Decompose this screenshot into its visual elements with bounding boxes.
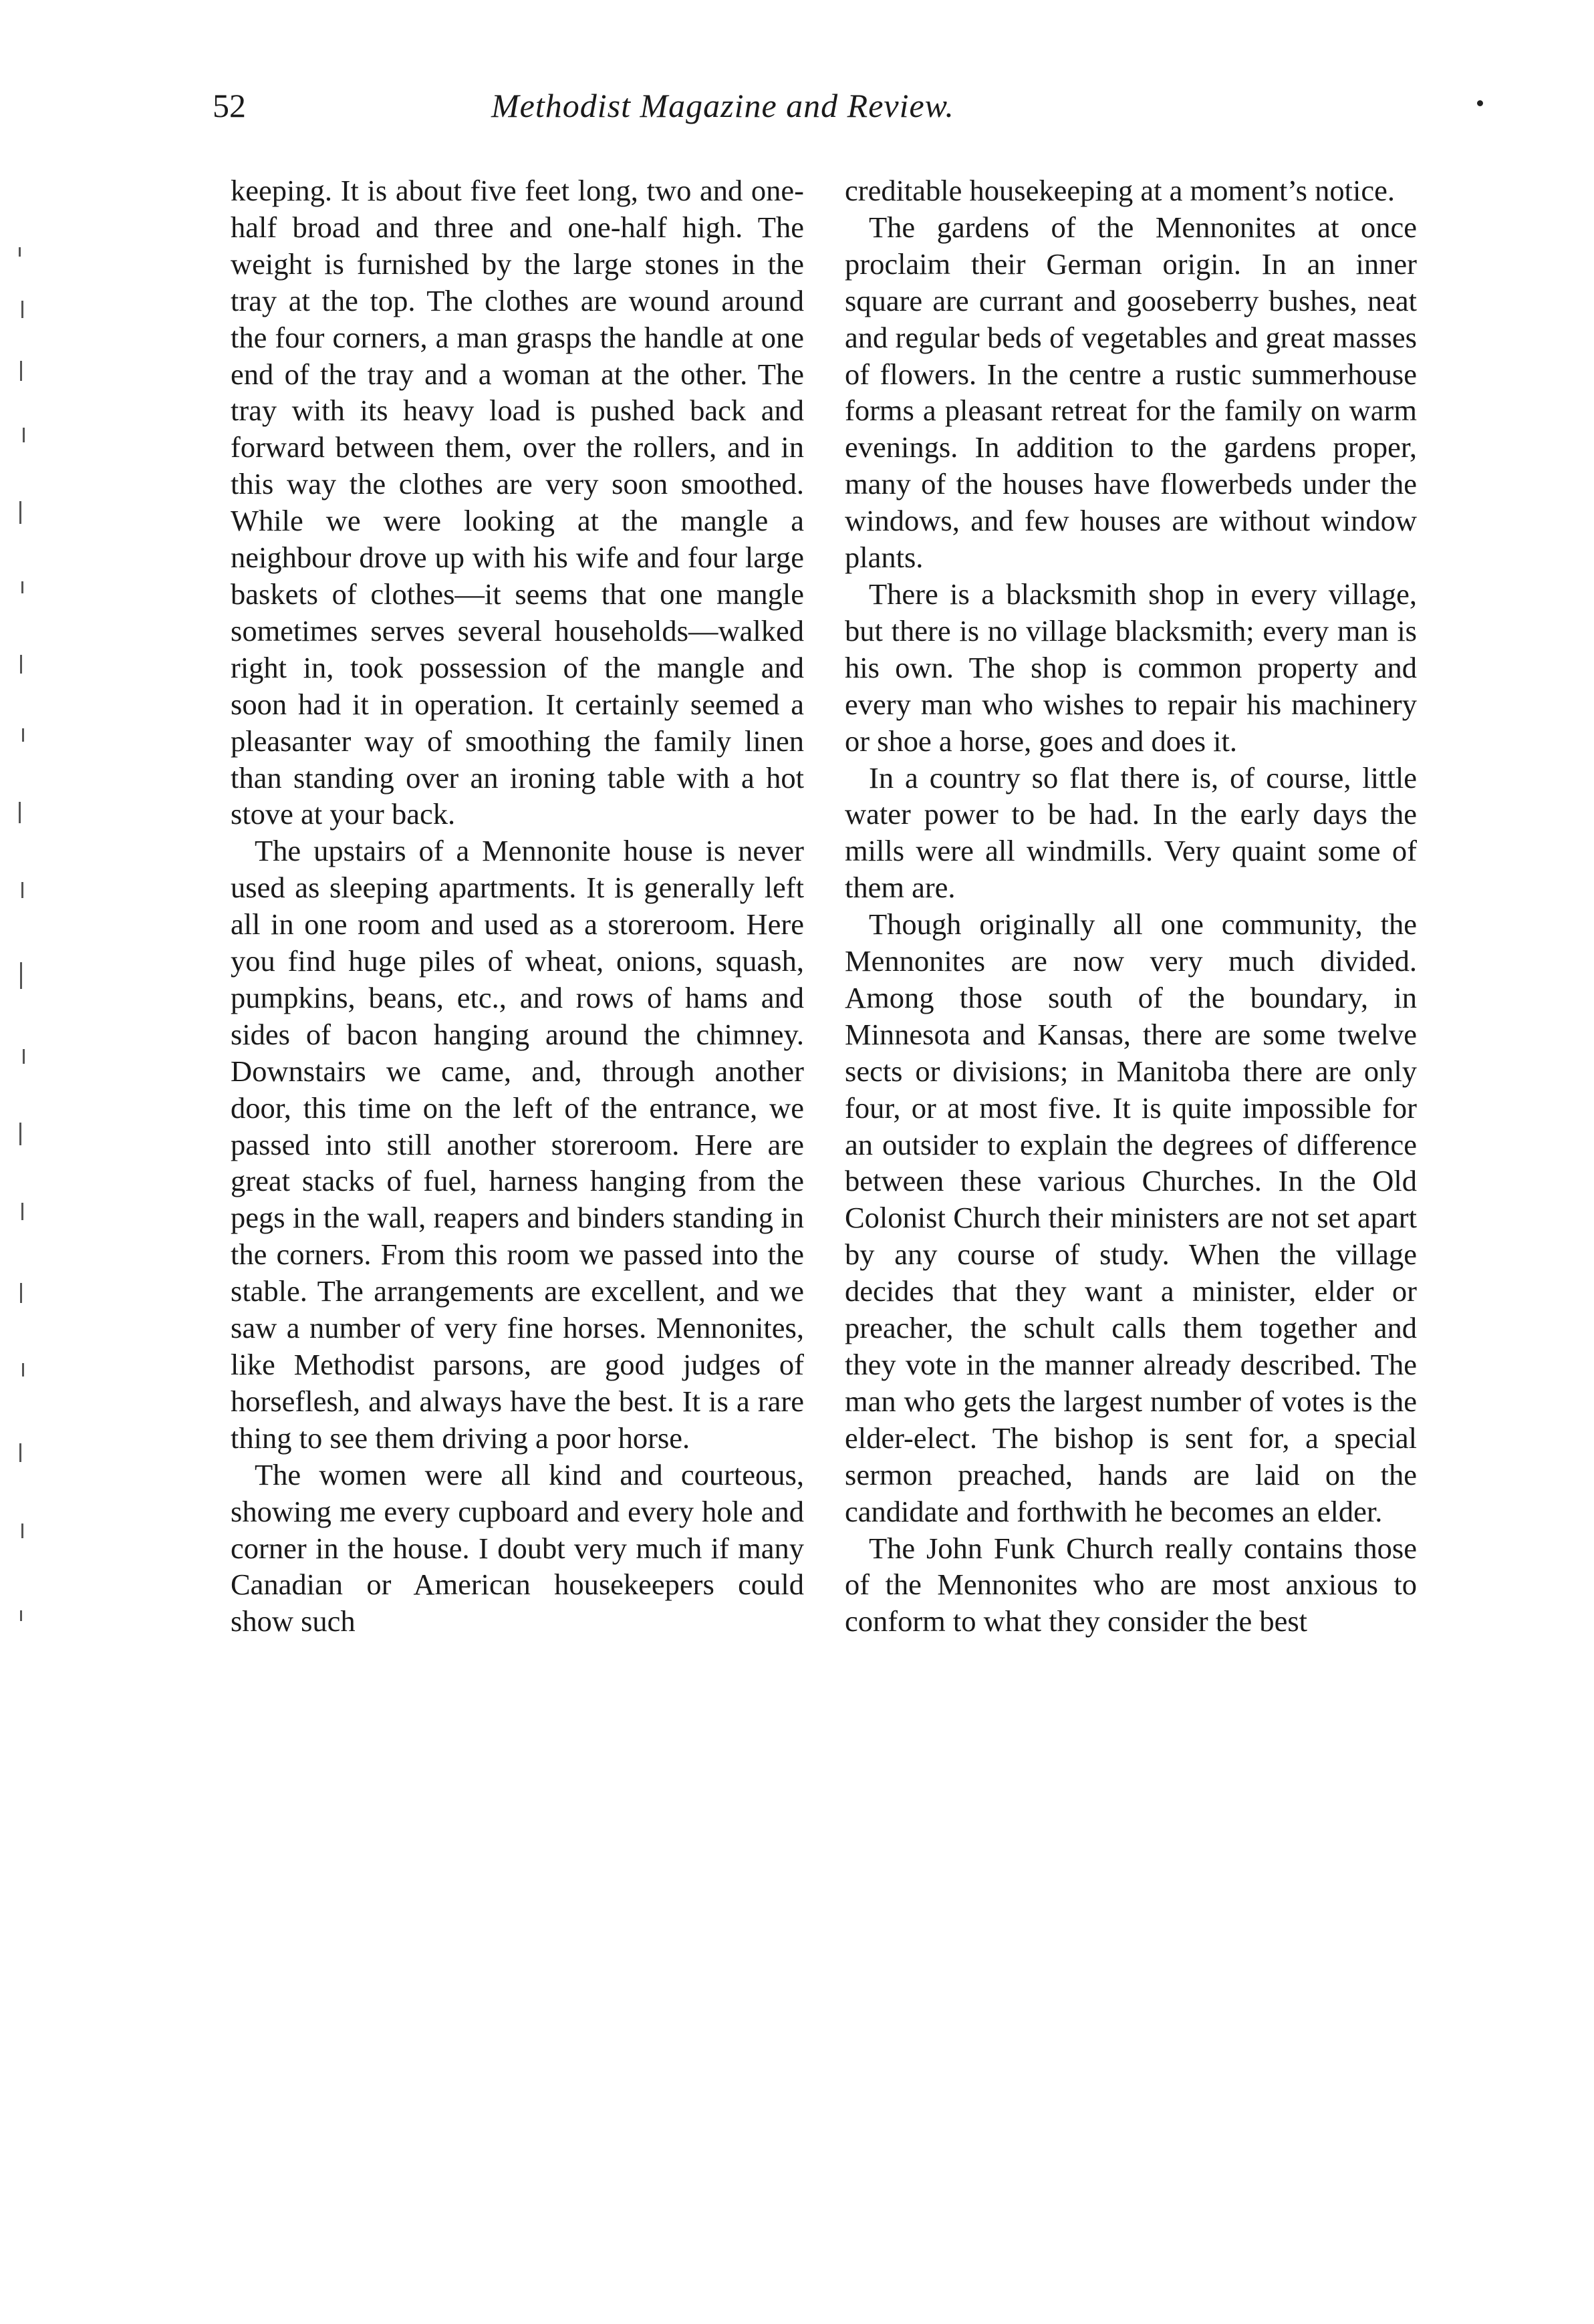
page-number: 52 <box>213 87 246 124</box>
scan-mark <box>22 1363 24 1376</box>
scan-mark <box>22 728 24 742</box>
scan-mark <box>20 962 22 989</box>
scan-mark <box>21 1523 23 1538</box>
paragraph: In a country so flat there is, of course, little water power to be had. In the early days the mills were all windmills. Very quaint some of them are. <box>845 760 1417 905</box>
paragraph: The women were all kind and courteous, showing me every cupboard and every hole and corner in the house. I doubt very much if many Canadian or American housekeepers could show such <box>231 1457 804 1638</box>
margin-scan-marks <box>13 221 40 2192</box>
paragraph: keeping. It is about five feet long, two and one-half broad and three and one-half high. The weight is furnished by the large stones in the tray at the top. The clothes are wound around the four corners, a man grasps the handle at one end of the tray and a woman at the other. The tray with its heavy load is pushed back and forward between them, over the rollers, and in this way the clothes are very soon smoothed. While we were looking at the mangle a neighbour drove up with his wife and four large baskets of clothes—it seems that one mangle sometimes serves several households—walked right in, took possession of the mangle and soon had it in operation. It certainly seemed a pleasanter way of smoothing the family linen than standing over an ironing table with a hot stove at your back. <box>231 174 804 831</box>
scan-mark <box>20 1610 22 1621</box>
paragraph: Though originally all one community, the Mennonites are now very much divided. Among those south of the boundary, in Minnesota and Kansas, there are some twelve sects or divisions; in Manitoba there are only four, or at most five. It is quite impossible for an outsider to explain the degrees of difference between these various Churches. In the Old Colonist Church their ministers are not set apart by any course of study. When the village decides that they want a minister, elder or preacher, the schult calls them together and they vote in the manner already described. The man who gets the largest number of votes is the elder-elect. The bishop is sent for, a special sermon preached, hands are laid on the candidate and forthwith he becomes an elder. <box>845 907 1417 1528</box>
scan-mark <box>23 1049 25 1064</box>
left-column <box>231 172 804 1640</box>
scan-mark <box>20 1283 22 1303</box>
paragraph: There is a blacksmith shop in every village, but there is no village blacksmith; every man is his own. The shop is common property and every man who wishes to repair his machinery or shoe a horse, goes and does it. <box>845 577 1417 758</box>
scan-mark <box>19 501 21 524</box>
scan-mark <box>20 655 22 674</box>
printer-mark <box>1477 100 1483 106</box>
paragraph: The gardens of the Mennonites at once proclaim their German origin. In an inner square are currant and gooseberry bushes, neat and regular beds of vegetables and great masses of flowers. In the centre a rustic summerhouse forms a pleasant retreat for the family on warm evenings. In addition to the gardens proper, many of the houses have flowerbeds under the windows, and few houses are without window plants. <box>845 210 1417 575</box>
scan-mark <box>19 247 21 257</box>
scan-mark <box>19 1443 21 1462</box>
scan-mark <box>21 882 23 898</box>
paragraph: The upstairs of a Mennonite house is never used as sleeping apartments. It is generally left all in one room and used as a storeroom. Here you find huge piles of wheat, onions, squash, pumpkins, beans, etc., and rows of hams and sides of bacon hanging around the chimney. Downstairs we came, and, through another door, this time on the left of the entrance, we passed into still another storeroom. Here are great stacks of fuel, harness hanging from the pegs in the wall, reapers and binders standing in the corners. From this room we passed into the stable. The arrangements are excellent, and we saw a number of very fine horses. Mennonites, like Methodist parsons, are good judges of horseflesh, and always have the best. It is a rare thing to see them driving a poor horse. <box>231 834 804 1455</box>
scan-mark <box>21 581 23 593</box>
scan-mark <box>21 301 23 318</box>
paragraph: The John Funk Church really contains those of the Mennonites who are most anxious to conform to what they consider the best <box>845 1531 1417 1638</box>
scan-mark <box>19 802 21 823</box>
scan-mark <box>19 1123 21 1145</box>
running-title: Methodist Magazine and Review. <box>491 87 954 124</box>
scan-mark <box>20 361 22 381</box>
right-column <box>845 172 1417 1640</box>
scan-mark <box>21 1203 23 1220</box>
paragraph: creditable housekeeping at a moment’s notice. <box>845 174 1395 207</box>
scan-mark <box>23 428 25 442</box>
